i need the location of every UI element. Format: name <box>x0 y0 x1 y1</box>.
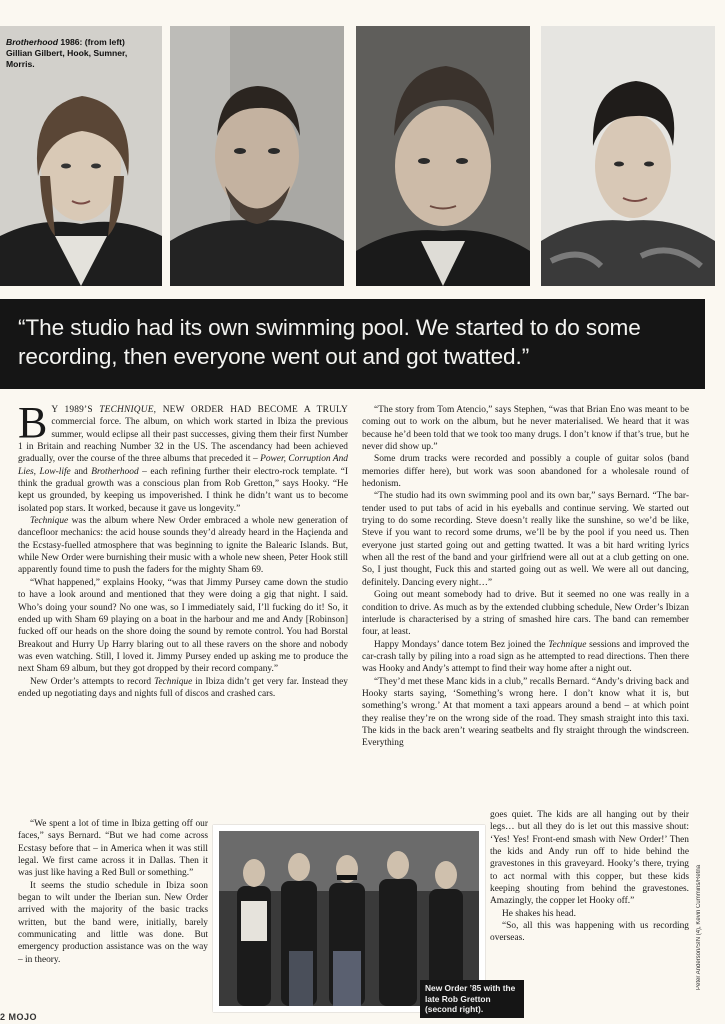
intro-lead-a: Y 1989’S <box>51 405 100 415</box>
intro-and: and <box>70 466 92 477</box>
technique-title: Technique <box>30 516 69 527</box>
article-column-right-lower <box>490 809 689 945</box>
bez-title: Technique <box>548 639 587 650</box>
caption-title: Brotherhood <box>6 37 59 47</box>
photo-morris <box>541 26 715 286</box>
photo-credit: Peter Anderson/SIN (4), Kevin Cummins/Retna <box>696 864 702 990</box>
paragraph-studio-schedule: It seems the studio schedule in Ibiza soon began to wilt under the Iberian sun. New Order arrived with the majority of the basic tracks written, but the band were, initially, barely communicating and little was done. But emergency production assistance was on the way – in theory. <box>18 880 208 965</box>
technique-body: was the album where New Order embraced a whole new generation of dancefloor mechanics: the acid house sounds they’d already heard in the Haçienda and the Ecstasy-fuelled atmosphere that was beginning to ignite the Balearic Islands. But, while New Order were burnishing their music with a whole new sheen, Peter Hook still apparently found time to push the faders for the mighty Sham 69. <box>18 516 348 576</box>
photo-gillian-gilbert <box>0 26 162 286</box>
article-intro-paragraph <box>18 398 348 515</box>
paragraph-overseas: “So, all this was happening with us recording overseas. <box>490 921 689 944</box>
ibiza-title: Technique <box>154 676 193 687</box>
ibiza-b: in Ibiza didn’t get very far. Instead they ended up negotiating days and nights full of discos and crashed cars. <box>18 676 348 699</box>
paragraph-crash-continued: goes quiet. The kids are all hanging out by their legs… but all they do is let out this massive shout: ‘Yes! Yes! Front-end smash with New Order!’ Then the kids and Andy run off to hide behind the gravestones in this graveyard. Hooky’s there, trying to act normal with this copper, but these kids keeping shouting from behind the gravestones. Amazingly, the copper let Hooky off.” <box>490 810 689 907</box>
portrait-sumner-image <box>356 26 530 286</box>
portrait-hook-image <box>170 26 344 286</box>
intro-album-titles: Power, Corruption And Lies, Low-life <box>18 454 348 477</box>
paragraph-bez <box>362 639 689 676</box>
caption-rest: 1986: (from left) Gillian Gilbert, Hook, Sumner, Morris. <box>6 37 128 69</box>
pull-quote: “The studio had its own swimming pool. We started to do some recording, then everyone went out and got twatted.” <box>0 299 705 389</box>
band-photo-caption: New Order ’85 with the late Rob Gretton (second right). <box>420 980 524 1018</box>
photo-sumner <box>356 26 530 286</box>
intro-body-b: – each refining further their electro-rock template. “I think the gradual growth was a conscious plan from Rob Gretton,” says Hooky. “He kept us grounded, by keeping us impoverished. I think he didn’t want us to become isolated pop stars. It worked, because it gave us longevity.” <box>18 466 348 514</box>
bez-a: Happy Mondays’ dance totem Bez joined the <box>374 639 549 650</box>
intro-lead-b: , NEW ORDER HAD BECOME A TRULY <box>153 405 348 415</box>
paragraph-drum-tracks: Some drum tracks were recorded and possibly a couple of guitar solos (band memories differ here), but work was soon abandoned for a wholesale round of hedonism. <box>362 454 689 490</box>
page-footer: 2 MOJO <box>0 1012 38 1022</box>
article-column-right <box>362 404 689 750</box>
paragraph-swimming-pool: “The studio had its own swimming pool and its own bar,” says Bernard. “The bar-tender used to put tabs of acid in his eyeballs and continue serving. We started out trying to do some recording. Steve doesn’t really like the sunshine, so we’d be like, Steve if you want to record some drums, we’ll be by the pool if you need us. Then everyone just started going out and getting twatted. It was a bit hard writing lyrics when all the rest of the band and your girlfriend were all out at a club getting on one. So, I just thought, Fuck this and started going out as well. We were all out dancing, definitely. Dancing every night…” <box>362 491 689 588</box>
paragraph-shakes-head: He shakes his head. <box>502 908 576 919</box>
bez-b: sessions and improved the car-crash tally by piling into a road sign as he attempted to read directions. Then there was Hooky and Andy’s attempt to find their way home after a night out. <box>362 639 690 675</box>
photo-strip <box>0 26 725 286</box>
portrait-morris-image <box>541 26 715 286</box>
paragraph-sham69: “What happened,” explains Hooky, “was that Jimmy Pursey came down the studio to have a look around and mentioned that they were doing a gig that night. I said. Who’s doing your sound? No one was, so I immediately said, I’ll fucking do it! So, it ended up with Sham 69 playing on a boat in the harbour and me and Andy [Robinson] fucked off our heads on the shore doing the sound by remote control. You had Borstal Breakout and Hurry Up Harry blaring out to all these ravers on the shore and nobody was even watching. Still, I loved it. Jimmy Pursey ended up asking me to produce the next Sham 69 album, but they got dropped by their record company.” <box>18 577 348 675</box>
article-column-left-lower <box>18 818 208 966</box>
ibiza-a: New Order’s attempts to record <box>30 676 155 687</box>
paragraph-technique <box>18 515 348 577</box>
intro-body-a: commercial force. The album, on which work started in Ibiza the previous summer, would eclipse all their past successes, giving them their first Number 1 in Britain and reaching Number 32 in the US. The ascendancy had been achieved gradually, over the course of the three albums that preceded it – <box>18 417 348 465</box>
paragraph-ibiza-attempts <box>18 676 348 701</box>
intro-lead <box>51 405 348 415</box>
photo-hook <box>170 26 344 286</box>
drop-cap: B <box>18 398 48 447</box>
paragraph-eno: “The story from Tom Atencio,” says Stephen, “was that Brian Eno was meant to be coming out to work on the album, but he never materialised. We heard that it was because he’d been told that we took too many drugs. I don’t know if that’s true, but he never did show up.” <box>362 405 689 453</box>
paragraph-manc-kids: “They’d met these Manc kids in a club,” recalls Bernard. “Andy’s driving back and Hooky starts saying, ‘Something’s wrong here. I don’t know what it is, but something’s wrong.’ At that moment a taxi appears around a bend – at which point they realise they’re on the wrong side of the road. They smash straight into this taxi. The kids in the back aren’t wearing seatbelts and fly straight through the windscreen. Everything <box>362 676 689 749</box>
article-column-left <box>18 398 348 700</box>
intro-lead-title: TECHNIQUE <box>99 405 154 415</box>
paragraph-driving: Going out meant somebody had to drive. But it seemed no one was really in a condition to drive. As much as by the extended clubbing schedule, New Order’s Ibizan interlude is characterised by a string of smashed hire cars. The band can remember four, at least. <box>362 590 689 638</box>
paragraph-ecstasy: “We spent a lot of time in Ibiza getting off our faces,” says Bernard. “But we had come across Ecstasy before that – in America when it was still legal. We first came across it in Dallas. Then it was just like having a Red Bull or something.” <box>18 819 208 879</box>
photo-caption <box>6 37 146 70</box>
intro-album-title2: Brotherhood <box>91 466 139 477</box>
